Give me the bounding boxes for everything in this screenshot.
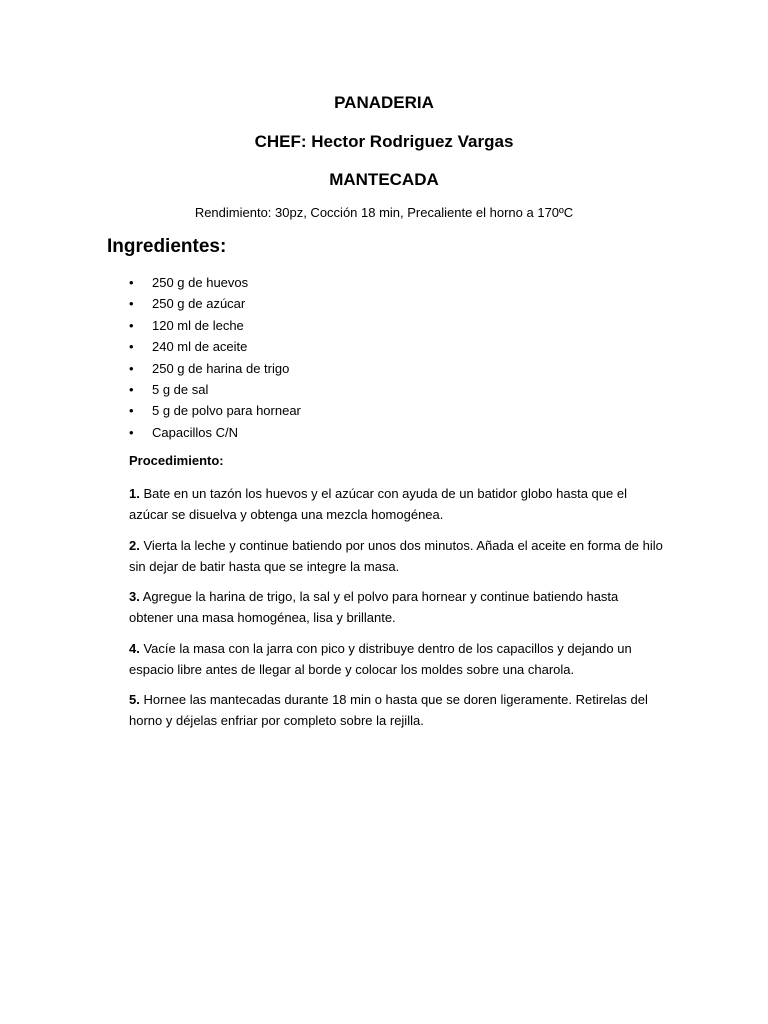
bullet-icon: •	[129, 275, 134, 290]
ingredient-text: 120 ml de leche	[152, 317, 244, 333]
step-number: 3.	[129, 589, 140, 604]
procedure-step	[129, 535, 664, 577]
bullet-icon: •	[129, 403, 134, 419]
ingredient-text: 250 g de harina de trigo	[152, 360, 290, 376]
procedure-step	[129, 586, 664, 628]
step-text: Vacíe la masa con la jarra con pico y distribuye dentro de los capacillos y dejando un espacio libre antes de llegar al borde y colocar los moldes sobre una charola.	[129, 640, 632, 677]
ingredient-text: 5 g de sal	[152, 381, 209, 397]
procedure-step	[129, 689, 664, 731]
bullet-icon: •	[129, 317, 134, 333]
bullet-icon: •	[129, 296, 134, 312]
bullet-icon: •	[129, 381, 134, 397]
ingredients-list	[127, 272, 301, 443]
list-item	[127, 422, 301, 443]
recipe-title: MANTECADA	[329, 170, 439, 189]
list-item	[127, 358, 301, 379]
ingredient-text: 250 g de azúcar	[152, 296, 246, 312]
step-number: 4.	[129, 640, 140, 656]
ingredient-text: Capacillos C/N	[152, 424, 238, 440]
step-number: 5.	[129, 692, 140, 707]
list-item	[127, 336, 301, 357]
procedure-step	[129, 483, 664, 525]
step-text: Bate en un tazón los huevos y el azúcar con ayuda de un batidor globo hasta que el azúcar se disuelva y obtenga una mezcla homogénea.	[129, 486, 627, 522]
header-line-chef: CHEF: Hector Rodriguez Vargas	[254, 132, 514, 151]
header-line-panaderia: PANADERIA	[334, 93, 434, 112]
step-number: 2.	[129, 537, 140, 553]
ingredient-text: 240 ml de aceite	[152, 339, 248, 355]
ingredients-heading: Ingredientes:	[107, 236, 227, 257]
step-text: Agregue la harina de trigo, la sal y el polvo para hornear y continue batiendo hasta obtener una masa homogénea, lisa y brillante.	[129, 589, 619, 625]
list-item	[127, 293, 301, 314]
procedure-heading: Procedimiento:	[129, 453, 224, 468]
step-number: 1.	[129, 486, 140, 501]
ingredient-text: 5 g de polvo para hornear	[152, 403, 301, 419]
bullet-icon: •	[129, 360, 134, 376]
procedure-step	[129, 638, 664, 680]
procedure-steps	[129, 483, 664, 741]
recipe-subtitle: Rendimiento: 30pz, Cocción 18 min, Precaliente el horno a 170ºC	[194, 205, 574, 220]
ingredient-text: 250 g de huevos	[152, 275, 249, 290]
list-item	[127, 272, 301, 293]
list-item	[127, 315, 301, 336]
step-text: Hornee las mantecadas durante 18 min o hasta que se doren ligeramente. Retirelas del horno y déjelas enfriar por completo sobre la rejilla.	[129, 692, 648, 728]
list-item	[127, 400, 301, 421]
step-text: Vierta la leche y continue batiendo por unos dos minutos. Añada el aceite en forma de hilo sin dejar de batir hasta que se integre la masa.	[129, 537, 663, 574]
bullet-icon: •	[129, 339, 134, 355]
list-item	[127, 379, 301, 400]
bullet-icon: •	[129, 424, 134, 440]
